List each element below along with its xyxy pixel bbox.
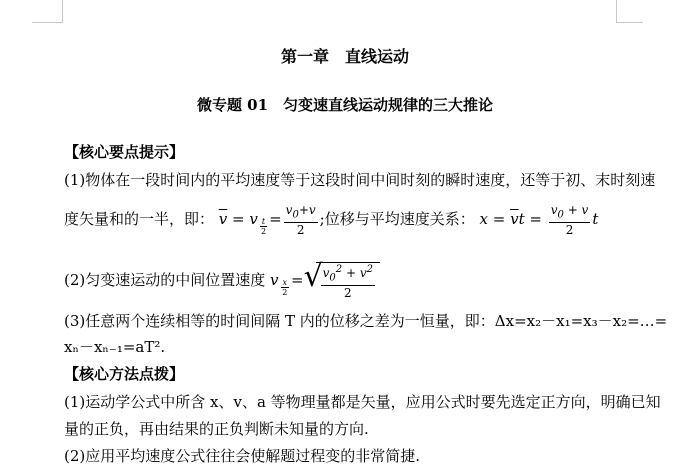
point-1-mid-text: ;位移与平均速度关系：: [319, 210, 475, 229]
crop-mark-top-right: [616, 0, 643, 23]
chapter-title: 第一章 直线运动: [280, 47, 409, 66]
point-1-line-1: (1)物体在一段时间内的平均速度等于这段时间中间时刻的瞬时速度，还等于初、末时刻速: [64, 171, 656, 189]
section-heading-methods: 【核心方法点拨】: [64, 365, 185, 383]
section-heading-key-points: 【核心要点提示】: [64, 143, 185, 161]
crop-mark-top-left: [32, 0, 63, 23]
formula-mid-position-velocity: v $_{\frac{x}{2}}$ = √ $\frac{v_0^2 + v^2}{2}$: [270, 271, 380, 289]
point-2-text: (2)匀变速运动的中间位置速度: [64, 271, 266, 290]
topic-title: 微专题 01 匀变速直线运动规律的三大推论: [196, 96, 494, 114]
point-1-line-2: [64, 203, 598, 242]
method-2-line-1: (2)应用平均速度公式往往会使解题过程变的非常简捷.: [64, 447, 421, 465]
point-3-line-1: (3)任意两个连续相等的时间间隔 T 内的位移之差为一恒量，即：Δx=x₂－x₁=x₃－x₂=…=: [64, 312, 668, 330]
formula-displacement: $x = \overline{v}t$ = $\frac{v_0 + v}{2}$ t: [479, 203, 599, 238]
point-2-line: [64, 259, 380, 304]
point-3-line-2: xₙ－xₙ₋₁=aT².: [64, 338, 166, 356]
method-1-line-1: (1)运动学公式中所含 x、v、a 等物理量都是矢量，应用公式时要先选定正方向，明确已知: [64, 393, 661, 411]
point-1-lead-text: 度矢量和的一半，即：: [64, 210, 215, 229]
formula-average-velocity: $\overline{v} = v$ $_{\frac{t}{2}}$ = $\frac{v_0+v}{2}$: [218, 203, 316, 238]
method-1-line-2: 量的正负，再由结果的正负判断未知量的方向.: [64, 420, 369, 438]
